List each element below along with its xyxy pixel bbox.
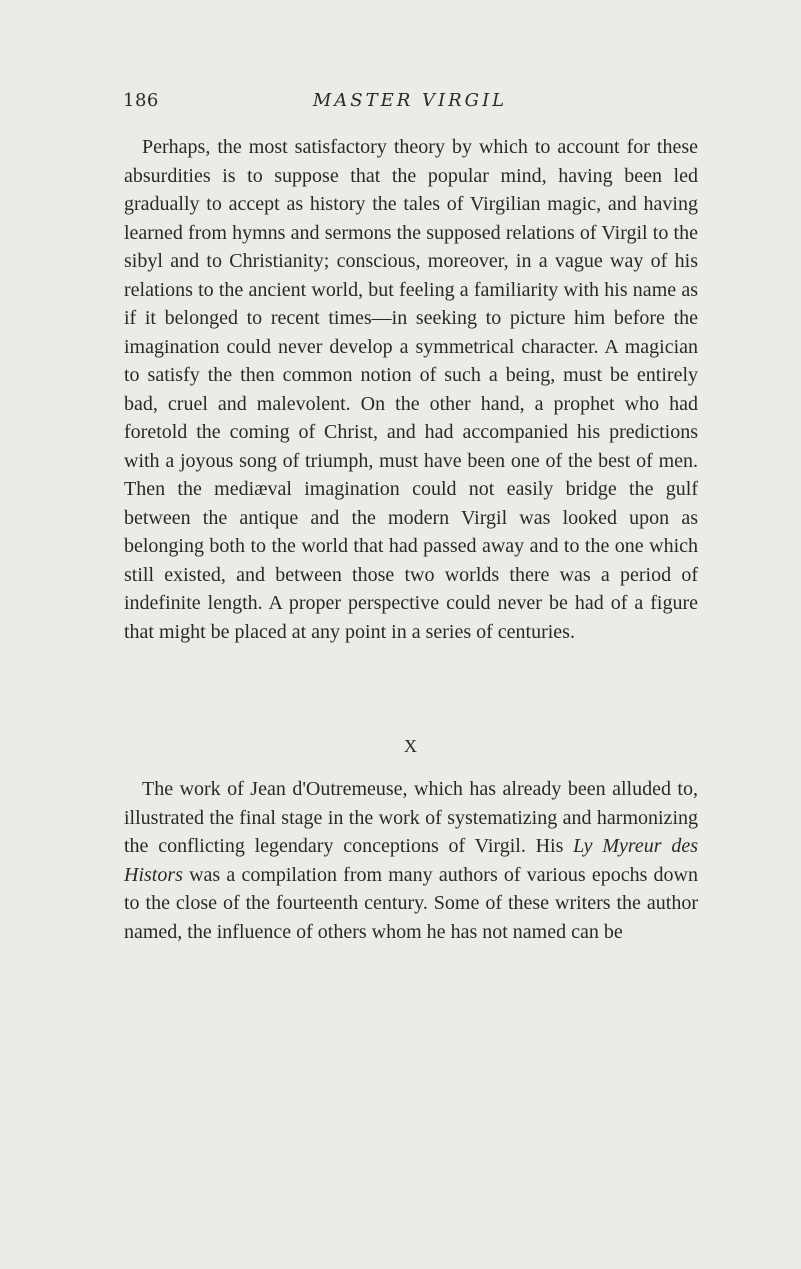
running-head (123, 90, 697, 120)
paragraph-2 (124, 775, 698, 946)
paragraph-1: Perhaps, the most satisfactory theory by which to account for these absurdities is to suppose that the popular mind, having been led gradually to accept as history the tales of Virgilian magic, and having learned from hymns and sermons the supposed relations of Virgil to the sibyl and to Christianity; conscious, moreover, in a vague way of his relations to the ancient world, but feeling a familiarity with his name as if it belonged to recent times—in seeking to picture him before the imagination could never develop a symmetrical character. A magician to satisfy the then common notion of such a being, must be entirely bad, cruel and malevolent. On the other hand, a prophet who had foretold the coming of Christ, and had accompanied his predictions with a joyous song of triumph, must have been one of the best of men. Then the mediæval imagination could not easily bridge the gulf between the antique and the modern Virgil was looked upon as belonging both to the world that had passed away and to the one which still existed, and between those two worlds there was a period of indefinite length. A proper perspective could never be had of a figure that might be placed at any point in a series of centuries. (124, 136, 698, 643)
paragraph-2-text-start: The work of Jean d'Outremeuse, which has already been alluded to, illustrated the final stage in the work of systematizing and harmonizing the conflicting legendary conceptions of Virgil. His (124, 778, 698, 857)
paragraph-2-text-end: was a compilation from many authors of various epochs down to the close of the fourteenth century. Some of these writers the author named, the influence of others whom he has not named can be (124, 863, 698, 943)
page-number: 186 (123, 90, 159, 111)
book-title: Ly Myreur des Histors (124, 835, 698, 886)
running-title: MASTER VIRGIL (312, 90, 508, 111)
section-numeral: X (404, 736, 418, 756)
